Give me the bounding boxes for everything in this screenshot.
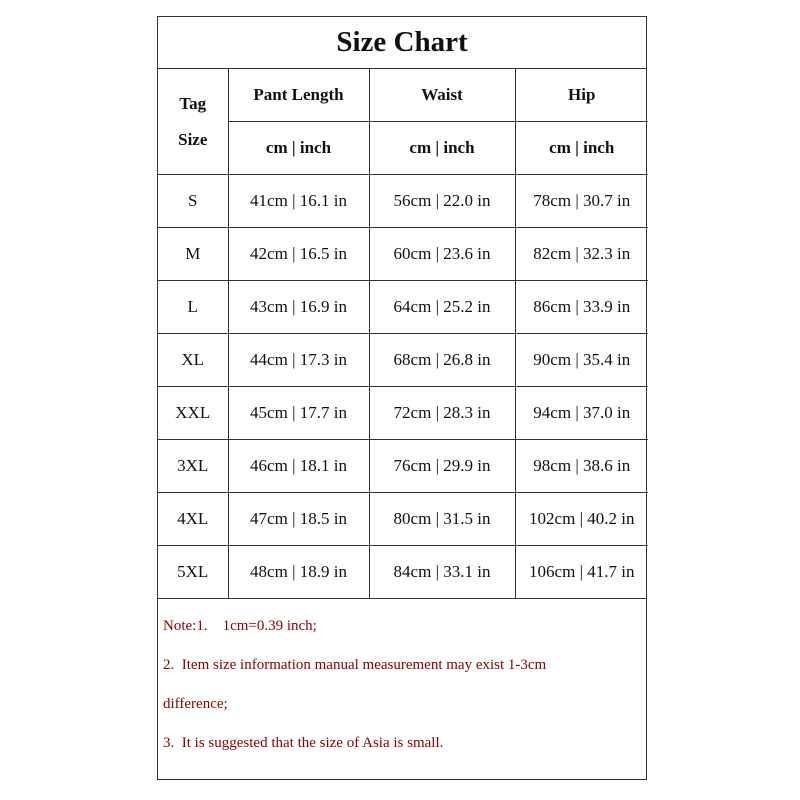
pant-length-cell: 44cm | 17.3 in [228, 334, 369, 387]
size-cell: 3XL [158, 440, 228, 493]
waist-cell: 64cm | 25.2 in [369, 281, 515, 334]
pant-length-cell: 46cm | 18.1 in [228, 440, 369, 493]
hip-cell: 98cm | 38.6 in [515, 440, 648, 493]
waist-cell: 56cm | 22.0 in [369, 175, 515, 228]
size-cell: 4XL [158, 493, 228, 546]
pant-length-cell: 47cm | 18.5 in [228, 493, 369, 546]
size-table [158, 69, 648, 598]
hip-cell: 94cm | 37.0 in [515, 387, 648, 440]
size-cell: L [158, 281, 228, 334]
hip-cell: 90cm | 35.4 in [515, 334, 648, 387]
note-line-4: 3. It is suggested that the size of Asia is small. [163, 735, 444, 751]
pant-length-header: Pant Length [228, 69, 369, 122]
size-label: Size [178, 129, 208, 149]
table-row [158, 493, 648, 546]
pant-length-cell: 45cm | 17.7 in [228, 387, 369, 440]
note-line-2: 2. Item size information manual measurement may exist 1-3cm [163, 657, 547, 673]
hip-cell: 78cm | 30.7 in [515, 175, 648, 228]
table-row [158, 175, 648, 228]
note-line-3: difference; [163, 696, 228, 712]
hip-cell: 86cm | 33.9 in [515, 281, 648, 334]
tag-label: Tag [179, 93, 207, 113]
pant-length-cell: 41cm | 16.1 in [228, 175, 369, 228]
chart-title: Size Chart [158, 17, 646, 69]
size-cell: M [158, 228, 228, 281]
waist-cell: 68cm | 26.8 in [369, 334, 515, 387]
table-row [158, 387, 648, 440]
waist-cell: 84cm | 33.1 in [369, 546, 515, 599]
table-row [158, 281, 648, 334]
size-cell: XXL [158, 387, 228, 440]
table-row [158, 334, 648, 387]
waist-header: Waist [369, 69, 515, 122]
table-row [158, 546, 648, 599]
table-row [158, 440, 648, 493]
pant-length-cell: 43cm | 16.9 in [228, 281, 369, 334]
waist-cell: 72cm | 28.3 in [369, 387, 515, 440]
size-cell: S [158, 175, 228, 228]
hip-cell: 106cm | 41.7 in [515, 546, 648, 599]
tag-size-header [158, 69, 228, 175]
table-row [158, 228, 648, 281]
pant-length-cell: 48cm | 18.9 in [228, 546, 369, 599]
hip-cell: 82cm | 32.3 in [515, 228, 648, 281]
hip-header: Hip [515, 69, 648, 122]
waist-cell: 76cm | 29.9 in [369, 440, 515, 493]
pant-units-header: cm | inch [228, 122, 369, 175]
hip-units-header: cm | inch [515, 122, 648, 175]
size-cell: 5XL [158, 546, 228, 599]
waist-units-header: cm | inch [369, 122, 515, 175]
size-cell: XL [158, 334, 228, 387]
notes-section [158, 598, 646, 783]
note-line-1: Note:1. 1cm=0.39 inch; [163, 618, 317, 634]
hip-cell: 102cm | 40.2 in [515, 493, 648, 546]
waist-cell: 80cm | 31.5 in [369, 493, 515, 546]
size-chart [157, 16, 647, 780]
pant-length-cell: 42cm | 16.5 in [228, 228, 369, 281]
waist-cell: 60cm | 23.6 in [369, 228, 515, 281]
